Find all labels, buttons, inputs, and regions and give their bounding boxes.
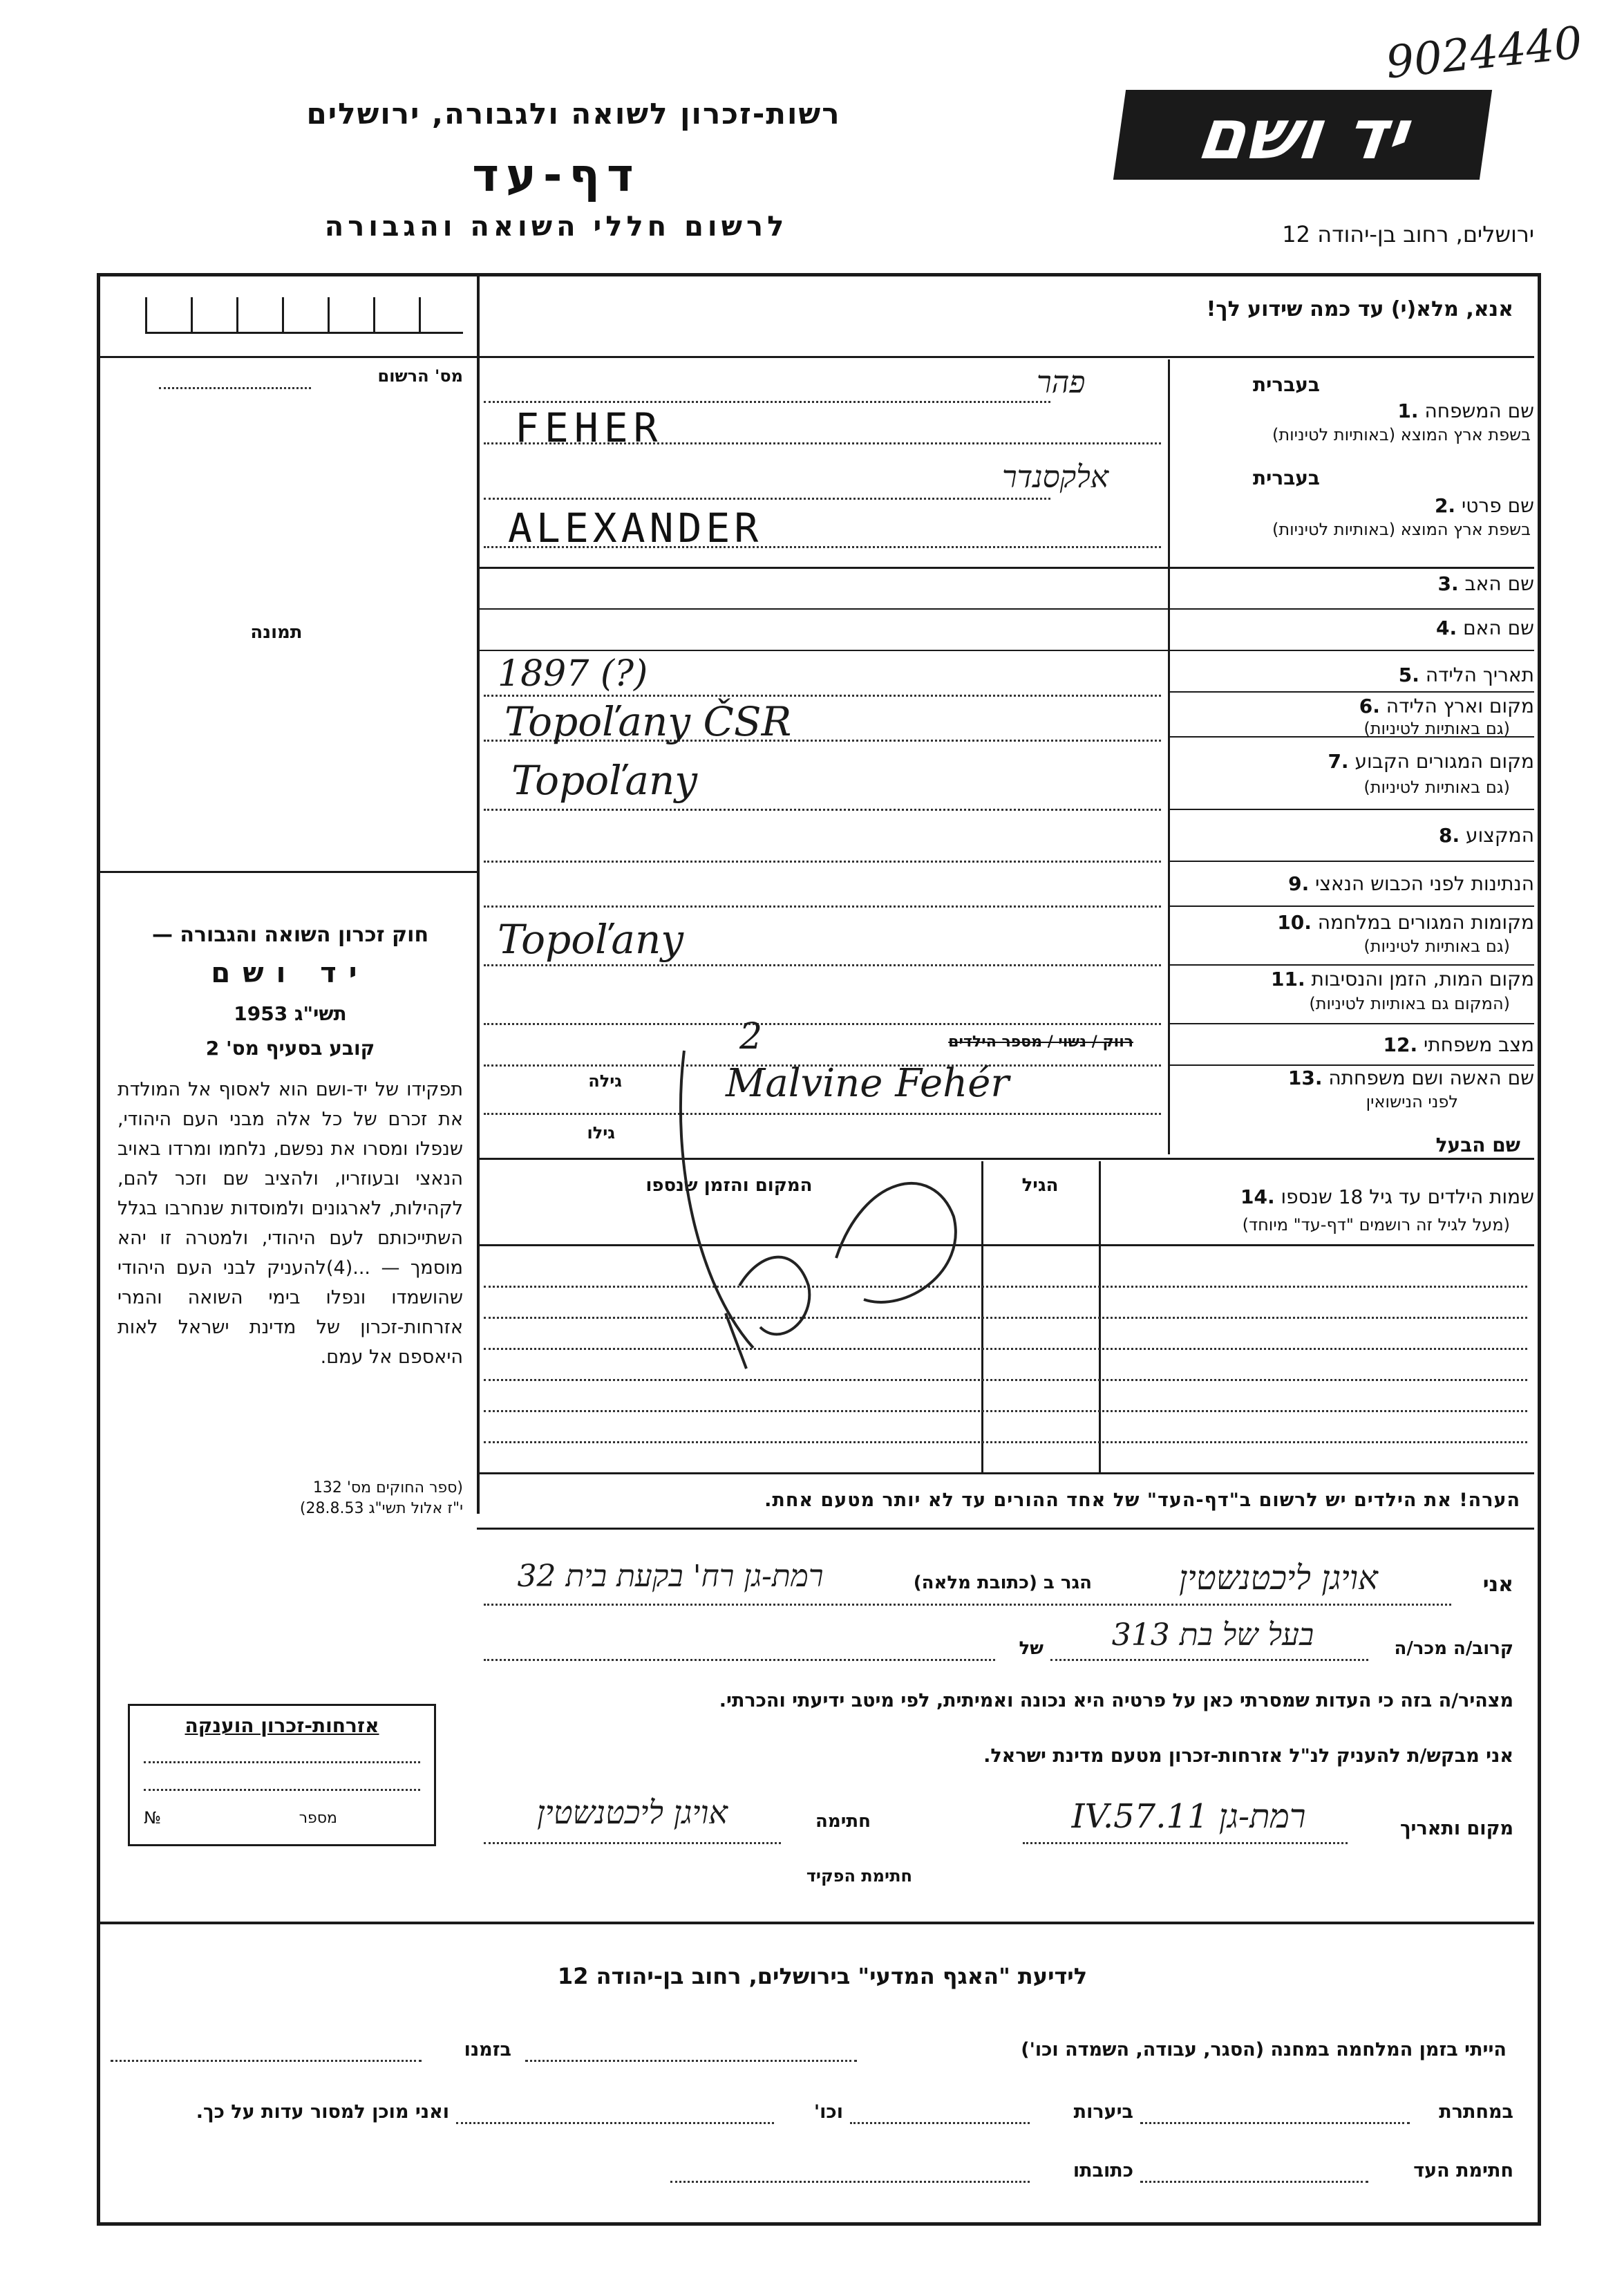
f1-latin-value: FEHER [515,404,663,451]
husband-age-label: גילו [587,1123,615,1143]
f2-label: שם פרטי .2 [1434,494,1534,517]
of-label: של [1019,1638,1044,1659]
address: ירושלים, רחוב בן-יהודה 12 [1282,221,1534,247]
note: הערה! את הילדים יש לרשום ב"דף-העד" של אחד ההורים עד לא יותר מטעם אחת. [764,1490,1520,1511]
request-text: אני מבקש/ת להעניק לנ"ל אזרחות-זכרון מטעם מדינת ישראל. [983,1745,1513,1767]
f13-value: Malvine Fehér [726,1061,1010,1106]
footer-forests-label: ביערות [1073,2101,1133,2123]
f10-label: מקומות המגורים במלחמה .10 [1277,911,1534,934]
footer-address-label: כתובתו [1073,2160,1133,2181]
declarant-name: אויגן ליכטנשטין [1179,1559,1378,1597]
citizenship-title: אזרחות-זכרון הוענקה [185,1714,379,1737]
in-hebrew-2: בעברית [1252,467,1320,489]
f1-hebrew-value: פהר [1037,365,1086,400]
f6-value: Topoľany ČSR [504,698,792,745]
f4-label: שם האם .4 [1436,617,1534,639]
f7-label: מקום המגורים הקבוע .7 [1328,750,1534,773]
f9-label: הנתינות לפני הכבוש הנאצי .9 [1288,872,1534,895]
archive-number: 9024440 [1383,17,1585,89]
footer-camp-label: הייתי בזמן המלחמה במחנה (הסגר, עבודה, השמדה וכו') [1021,2039,1507,2061]
footer-time-label: בזמנו [464,2039,511,2061]
f13-sub: לפני הנישואין [1366,1092,1458,1111]
ani-label: אני [1482,1573,1513,1597]
photo-label: תמונה [250,622,303,643]
f10-value: Topoľany [498,916,684,963]
declare-text: מצהיר/ה בזה כי העדות שמסרתי כאן על פרטיה היא נכונה ואמיתית, לפי מיטב ידיעתי והכרתי. [719,1690,1513,1711]
logo-text: יד ושם [1192,94,1413,175]
f13-age-label: גילה [588,1071,622,1091]
law-body: תפקידו של יד-ושם הוא לאסוף אל המולדת את זכרם של כל אלה מבני העם היהודי, שנפלו ומסרו את נפשם, נלחמו ומרדו באויב הנאצי ובעוזריו, ולהציב שם וזכר להם, לקהילות, לארגונים ולמוסדות שנחרבו בגלל השתייכותם לעם היהודי, ולמטרה זו יהא מוסמך — ...(4)להעניק לבני העם היהודי שהושמדו ונפלו בימי השואה והמרי אזרחות-זכרון של מדינת ישראל לאות היאספם אל עמם. [117,1079,463,1368]
law-section: קובע בסעיף מס' 2 [205,1037,375,1060]
footer-testimony-label: ואני מוכן למסור עדות על כך. [196,2101,449,2123]
form-title: דף-עד [472,149,641,202]
f6-label: מקום וארץ הלידה .6 [1359,695,1534,717]
f7-value: Topoľany [511,757,698,804]
place-date-label: מקום ותאריך [1399,1818,1513,1839]
f2-latin-value: ALEXANDER [508,505,763,552]
register-label: מס' הרשום [377,366,463,386]
f1-sub: בשפת ארץ המוצא (באותיות לטיניות) [1272,425,1531,444]
law-source-1: (ספר החוקים מס' 132 [312,1479,463,1496]
f11-sub: (המקום גם באותיות לטיניות) [1309,994,1510,1013]
law-source-2: י"ז אלול תשי"ג 28.8.53) [299,1500,463,1517]
official-signature-label: חתימת הפקיד [806,1866,912,1886]
form-subtitle: לרשום חללי השואה והגבורה [324,211,789,243]
signature-value: אויגן ליכטנשטין [537,1794,728,1831]
f5-label: תאריך הלידה .5 [1398,664,1534,686]
f5-value: 1897 (?) [498,653,648,695]
f14-label: שמות הילדים עד גיל 18 שנספו .14 [1240,1185,1534,1208]
f3-label: שם האב .3 [1437,572,1534,595]
f8-label: המקצוע .8 [1439,824,1534,847]
footer-witness-signature-label: חתימת העד [1413,2160,1513,2181]
f11-label: מקום המות, הזמן והנסיבות .11 [1271,968,1534,991]
register-cells [145,297,463,334]
footer-underground-label: במחתרת [1439,2101,1513,2123]
place-date-value: רמת-גן 11.IV.57 [1071,1797,1306,1836]
f2-sub: בשפת ארץ המוצא (באותיות לטיניות) [1272,520,1531,539]
instruction: אנא, מלא(י) עד כמה שידוע לך! [1206,297,1513,321]
law-title-2: יד ושם [211,957,370,989]
footer-etc-label: וכו' [813,2101,843,2123]
f14-sub: (מעל לגיל זה רושמים "דף-עד" מיוחד) [1242,1215,1510,1235]
col-place: המקום והזמן שנספו [645,1175,813,1196]
f10-sub: (גם באותיות לטיניות) [1363,937,1510,956]
citizenship-no-label: № [144,1808,161,1828]
col-age: הגיל [1021,1175,1059,1196]
f6-sub: (גם באותיות לטיניות) [1363,719,1510,738]
law-year: תשי"ג 1953 [234,1002,347,1025]
f2-hebrew-value: אלקסנדר [1002,460,1109,495]
address-value: רמת-גן רח' בקעת בית 32 [517,1559,824,1594]
relation-value: בעל של בת 313 [1111,1617,1314,1653]
f1-label: שם המשפחה .1 [1397,400,1534,422]
citizenship-box [128,1704,436,1846]
f12-options: רווק / נשוי / מספר הילדים [948,1033,1133,1051]
in-hebrew-1: בעברית [1252,373,1320,396]
handwritten-annotation [657,1023,1016,1382]
f12-value: 2 [739,1016,763,1058]
authority-title: רשות-זכרון לשואה ולגבורה, ירושלים [306,97,841,131]
signature-label: חתימה [815,1811,871,1832]
yad-vashem-logo [1113,90,1492,180]
f7-sub: (גם באותיות לטיניות) [1363,778,1510,797]
address-label: הגר ב (כתובת מלאה) [913,1573,1092,1593]
law-title-1: חוק זכרון השואה והגבורה — [151,923,429,947]
citizenship-number-label: מספר [299,1810,337,1827]
husband-label: שם הבעל [1435,1134,1520,1156]
relation-label: קרוב/ה מכר/ה [1394,1638,1513,1659]
f12-label: מצב משפחתי .12 [1383,1033,1534,1056]
footer-title: לידיעת "האגף המדעי" בירושלים, רחוב בן-יהודה 12 [557,1963,1088,1989]
f13-label: שם האשה ושם משפחתה .13 [1287,1067,1534,1089]
